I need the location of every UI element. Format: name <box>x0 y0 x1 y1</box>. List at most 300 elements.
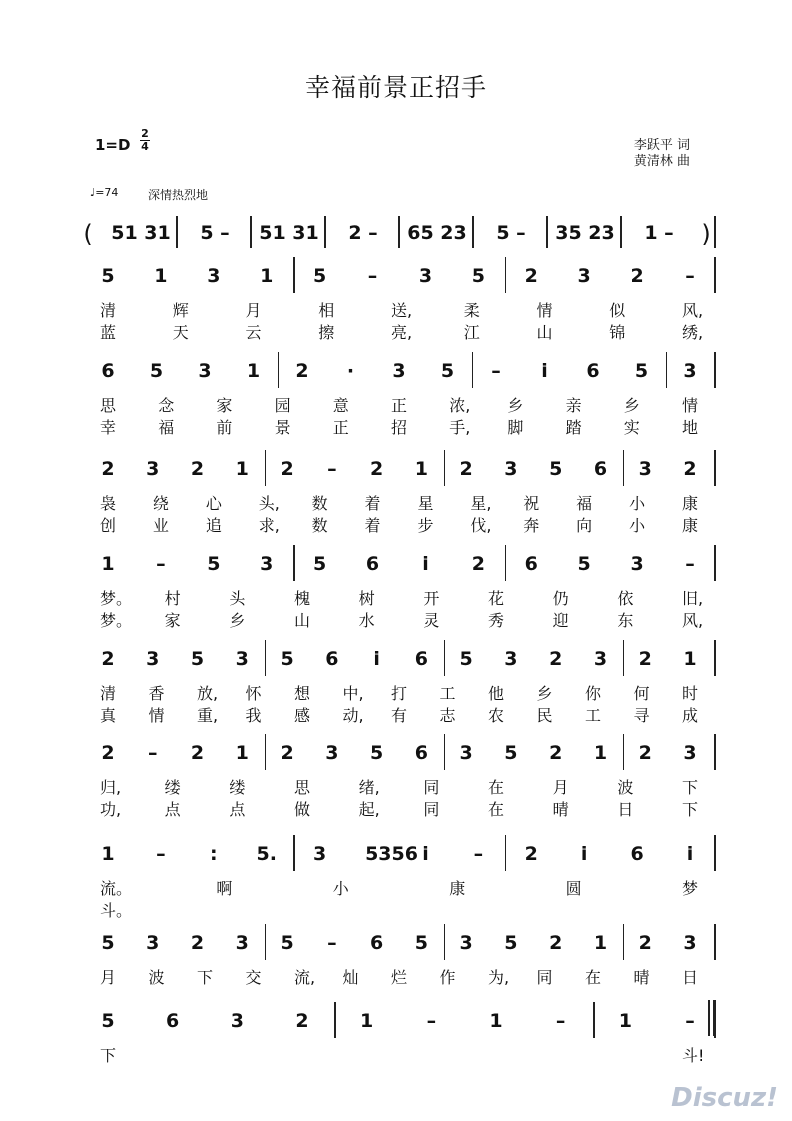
lyric-v2-5-6: 在 <box>488 800 505 819</box>
key-signature: 1=D <box>95 136 131 154</box>
bar-line <box>620 216 622 248</box>
lyric-v2-3-4: 水 <box>358 611 375 630</box>
bar-line <box>324 216 326 248</box>
note-5-1: – <box>148 742 158 764</box>
bar-line <box>623 924 625 960</box>
bar-line <box>293 545 295 581</box>
lyric-v1-8-1: 斗! <box>682 1046 705 1065</box>
lyric-v2-4-9: 民 <box>536 706 553 725</box>
lyric-v2-5-8: 日 <box>617 800 634 819</box>
lyric-v1-4-6: 打 <box>391 684 408 703</box>
note-6-6: i <box>422 843 429 865</box>
note-1-9: i <box>541 360 548 382</box>
lyric-v2-2-11: 康 <box>682 516 699 535</box>
note-1-6: 3 <box>392 360 406 382</box>
lyric-v1-1-6: 浓, <box>449 396 471 415</box>
bar-line <box>714 352 716 388</box>
composer-credit: 黄清林 曲 <box>633 154 690 169</box>
lyric-v1-1-4: 意 <box>332 396 349 415</box>
bar-line <box>714 450 716 486</box>
note-4-9: 3 <box>504 648 518 670</box>
bar-line <box>334 1002 336 1038</box>
bar-line <box>176 216 178 248</box>
note-4-11: 3 <box>593 648 608 670</box>
note-1-2: 3 <box>198 360 212 382</box>
note-3-7: 2 <box>471 553 485 575</box>
note-1-1: 5 <box>149 360 164 382</box>
bar-line <box>593 1002 595 1038</box>
note-4-2: 5 <box>190 648 205 670</box>
note-5-13: 3 <box>683 742 697 764</box>
lyric-v1-4-4: 想 <box>294 684 311 703</box>
lyric-v1-6-4: 圆 <box>565 879 582 898</box>
bar-line <box>472 216 474 248</box>
lyric-v1-7-12: 日 <box>682 968 699 987</box>
note-5-5: 3 <box>325 742 339 764</box>
lyric-v2-3-0: 梦。 <box>100 611 133 630</box>
note-2-2: 2 <box>190 458 205 480</box>
note-6-11: i <box>686 843 694 865</box>
note-6-5: 5356 <box>365 843 418 865</box>
lyric-v1-5-3: 思 <box>294 778 311 797</box>
note-3-2: 5 <box>207 553 221 575</box>
note-5-2: 2 <box>190 742 205 764</box>
lyric-v2-4-8: 农 <box>488 706 505 725</box>
note-7-4: 5 <box>280 932 294 954</box>
lyric-v2-5-9: 下 <box>682 800 699 819</box>
lyric-v2-1-2: 前 <box>216 418 233 437</box>
bar-line <box>505 257 507 293</box>
watermark: Discuz! <box>671 1083 778 1113</box>
note-1-11: 5 <box>634 360 649 382</box>
note-8-0: 5 <box>101 1010 115 1032</box>
time-bottom: 4 <box>141 140 149 153</box>
note-1-10: 6 <box>586 360 600 382</box>
note-8-1: 6 <box>166 1010 180 1032</box>
lyric-v2-4-7: 志 <box>439 706 456 725</box>
lyric-v1-7-0: 月 <box>100 968 117 987</box>
lyric-v1-4-11: 何 <box>633 684 650 703</box>
bar-line <box>623 734 625 770</box>
lyric-v2-1-0: 幸 <box>100 418 117 437</box>
note-2-3: 1 <box>235 458 249 480</box>
note-2-10: 5 <box>549 458 563 480</box>
lyric-v1-7-6: 烂 <box>391 968 408 987</box>
lyric-v1-2-4: 数 <box>311 494 328 513</box>
lyric-v2-2-0: 创 <box>100 516 117 535</box>
lyric-v1-4-10: 你 <box>585 684 602 703</box>
note-6-10: 6 <box>630 843 644 865</box>
intro-measure: 35 23 <box>555 222 615 244</box>
note-3-9: 5 <box>577 553 591 575</box>
lyric-v1-2-7: 星, <box>470 494 492 513</box>
page-title: 幸福前景正招手 <box>304 73 487 102</box>
bar-line <box>505 835 507 871</box>
lyric-v1-4-8: 他 <box>488 684 505 703</box>
note-6-4: 3 <box>313 843 327 865</box>
lyric-v1-1-10: 情 <box>682 396 699 415</box>
note-5-4: 2 <box>280 742 294 764</box>
lyric-v1-2-3: 头, <box>258 494 280 513</box>
lyric-v1-6-3: 康 <box>449 879 466 898</box>
lyric-v1-6-0: 流。 <box>100 879 133 898</box>
lyric-v1-7-10: 在 <box>585 968 602 987</box>
lyric-v1-4-5: 中, <box>342 684 364 703</box>
lyric-v2-1-6: 手, <box>449 418 471 437</box>
lyric-v1-3-4: 树 <box>358 589 375 608</box>
lyric-v2-0-0: 蓝 <box>100 323 117 342</box>
lyric-v1-3-7: 仍 <box>552 589 569 608</box>
lyric-v2-4-2: 重, <box>197 706 219 725</box>
lyric-v2-3-9: 风, <box>682 611 704 630</box>
bar-line <box>265 450 267 486</box>
lyric-v2-1-1: 福 <box>158 418 175 437</box>
lyric-v2-2-1: 业 <box>152 516 169 535</box>
note-4-12: 2 <box>638 648 652 670</box>
lyric-v1-4-2: 放, <box>197 684 219 703</box>
lyric-v2-1-4: 正 <box>332 418 349 437</box>
lyric-v1-1-7: 乡 <box>507 396 524 415</box>
lyric-v2-3-8: 东 <box>617 611 634 630</box>
lyric-v2-3-6: 秀 <box>488 611 505 630</box>
bar-line <box>666 352 668 388</box>
note-7-1: 3 <box>146 932 160 954</box>
note-0-4: 5 <box>313 265 327 287</box>
note-7-6: 6 <box>369 932 384 954</box>
bar-line <box>293 257 295 293</box>
note-2-1: 3 <box>146 458 160 480</box>
note-2-5: – <box>327 458 337 480</box>
lyric-v1-7-8: 为, <box>488 968 510 987</box>
lyric-v1-2-0: 袅 <box>100 494 117 513</box>
lyric-v2-5-0: 功, <box>100 800 122 819</box>
lyric-v2-3-5: 灵 <box>423 611 440 630</box>
lyric-v1-0-7: 似 <box>609 301 626 320</box>
lyric-v1-4-9: 乡 <box>536 684 553 703</box>
note-6-3: 5. <box>256 843 277 865</box>
lyric-v2-2-9: 向 <box>576 516 593 535</box>
lyric-v1-0-2: 月 <box>245 301 262 320</box>
lyric-v2-5-4: 起, <box>358 800 380 819</box>
lyric-v1-3-9: 旧, <box>682 589 704 608</box>
lyric-v1-5-0: 归, <box>100 778 122 797</box>
note-7-8: 3 <box>459 932 473 954</box>
lyric-v1-7-7: 作 <box>439 968 456 987</box>
note-1-12: 3 <box>683 360 697 382</box>
lyric-v1-5-6: 在 <box>488 778 505 797</box>
note-5-3: 1 <box>235 742 249 764</box>
intro-paren-close: ) <box>701 220 711 248</box>
lyric-v1-5-8: 波 <box>617 778 634 797</box>
tempo-mark: ♩=74 <box>90 186 119 199</box>
note-6-2: : <box>210 843 218 865</box>
lyric-v2-0-4: 亮, <box>391 323 413 342</box>
lyric-v1-5-2: 缕 <box>229 778 246 797</box>
note-7-5: – <box>327 932 337 954</box>
note-0-6: 3 <box>418 265 433 287</box>
final-bar <box>713 1000 716 1036</box>
lyric-v1-2-11: 康 <box>682 494 699 513</box>
lyric-v2-2-4: 数 <box>311 516 328 535</box>
bar-line <box>278 352 280 388</box>
note-8-3: 2 <box>295 1010 309 1032</box>
note-4-4: 5 <box>280 648 294 670</box>
note-0-10: 2 <box>630 265 644 287</box>
lyric-v2-2-8: 奔 <box>523 516 540 535</box>
bar-line <box>714 257 716 293</box>
lyric-v2-0-1: 天 <box>172 323 189 342</box>
note-2-0: 2 <box>101 458 115 480</box>
note-8-6: 1 <box>489 1010 503 1032</box>
lyric-v1-2-1: 绕 <box>152 494 169 513</box>
lyric-v2-4-4: 感 <box>294 706 311 725</box>
note-5-7: 6 <box>414 742 428 764</box>
note-6-8: 2 <box>524 843 538 865</box>
lyric-v1-7-11: 晴 <box>633 968 650 987</box>
note-8-4: 1 <box>360 1010 374 1032</box>
lyric-v1-7-2: 下 <box>197 968 214 987</box>
bar-line <box>265 924 267 960</box>
lyric-v1-4-3: 怀 <box>245 684 262 703</box>
lyric-v2-4-6: 有 <box>391 706 408 725</box>
lyric-v1-1-1: 念 <box>158 396 175 415</box>
note-3-4: 5 <box>313 553 327 575</box>
bar-line <box>714 734 716 770</box>
lyric-v1-2-6: 星 <box>417 494 434 513</box>
lyric-v1-5-9: 下 <box>682 778 699 797</box>
lyric-v1-7-4: 流, <box>294 968 316 987</box>
lyric-v1-1-0: 思 <box>100 396 117 415</box>
lyric-v2-2-5: 着 <box>364 516 381 535</box>
lyric-v2-4-11: 寻 <box>633 706 650 725</box>
bar-line <box>293 835 295 871</box>
note-0-7: 5 <box>471 265 485 287</box>
note-2-9: 3 <box>504 458 518 480</box>
lyric-v1-3-1: 村 <box>164 589 181 608</box>
lyric-v1-0-4: 送, <box>391 301 413 320</box>
bar-line <box>265 640 267 676</box>
note-7-0: 5 <box>101 932 115 954</box>
note-3-6: i <box>422 553 429 575</box>
bar-line <box>505 545 507 581</box>
note-1-8: – <box>491 360 501 382</box>
note-4-8: 5 <box>459 648 473 670</box>
note-0-0: 5 <box>101 265 115 287</box>
note-3-10: 3 <box>630 553 644 575</box>
bar-line <box>444 734 446 770</box>
note-0-1: 1 <box>154 265 168 287</box>
bar-line <box>472 352 474 388</box>
bar-line <box>623 640 625 676</box>
lyric-v2-1-9: 实 <box>623 418 640 437</box>
lyric-v2-0-6: 山 <box>536 323 553 342</box>
lyric-v1-4-7: 工 <box>439 684 456 703</box>
note-3-1: – <box>156 553 166 575</box>
note-0-9: 3 <box>577 265 591 287</box>
final-bar <box>708 1000 710 1036</box>
note-7-2: 2 <box>190 932 205 954</box>
note-2-11: 6 <box>593 458 608 480</box>
lyric-v2-5-2: 点 <box>229 800 246 819</box>
note-7-7: 5 <box>414 932 428 954</box>
lyric-v2-4-10: 工 <box>585 706 602 725</box>
lyric-v1-6-2: 小 <box>332 879 349 898</box>
lyric-v1-2-8: 祝 <box>523 494 540 513</box>
note-4-7: 6 <box>414 648 428 670</box>
note-7-3: 3 <box>235 932 249 954</box>
bar-line <box>546 216 548 248</box>
note-2-12: 3 <box>638 458 652 480</box>
note-3-0: 1 <box>101 553 115 575</box>
lyric-v1-0-3: 相 <box>318 301 335 320</box>
bar-line <box>714 545 716 581</box>
lyric-v1-4-12: 时 <box>682 684 699 703</box>
note-7-10: 2 <box>549 932 563 954</box>
lyric-v1-1-2: 家 <box>216 396 233 415</box>
note-5-11: 1 <box>593 742 608 764</box>
note-3-5: 6 <box>365 553 380 575</box>
lyric-v2-3-3: 山 <box>294 611 311 630</box>
lyric-v2-3-2: 乡 <box>229 611 246 630</box>
note-3-11: – <box>685 553 695 575</box>
bar-line <box>444 924 446 960</box>
note-1-4: 2 <box>295 360 309 382</box>
lyric-v1-3-3: 槐 <box>294 589 311 608</box>
note-5-0: 2 <box>101 742 115 764</box>
lyric-v2-0-5: 江 <box>463 323 480 342</box>
lyric-v2-4-1: 情 <box>148 706 165 725</box>
lyric-v1-2-5: 着 <box>364 494 381 513</box>
note-8-8: 1 <box>618 1010 632 1032</box>
note-8-5: – <box>426 1010 437 1032</box>
lyric-v1-8-0: 下 <box>100 1046 117 1065</box>
intro-measure: 51 31 <box>111 222 171 244</box>
lyric-v1-5-5: 同 <box>423 778 440 797</box>
lyric-v1-5-7: 月 <box>552 778 569 797</box>
note-5-6: 5 <box>369 742 384 764</box>
lyric-v1-7-1: 波 <box>148 968 165 987</box>
intro-measure: 65 23 <box>407 222 467 244</box>
lyric-v1-7-5: 灿 <box>342 968 359 987</box>
note-0-11: – <box>685 265 695 287</box>
lyric-v2-4-3: 我 <box>245 706 262 725</box>
lyric-v1-6-5: 梦 <box>682 879 699 898</box>
lyric-v1-2-10: 小 <box>629 494 646 513</box>
lyric-v2-1-5: 招 <box>391 418 408 437</box>
lyric-v2-5-1: 点 <box>164 800 181 819</box>
lyric-v2-3-1: 家 <box>164 611 181 630</box>
lyric-v1-1-5: 正 <box>391 396 408 415</box>
intro-measure: 2 – <box>348 222 378 244</box>
note-4-1: 3 <box>146 648 160 670</box>
note-2-13: 2 <box>683 458 697 480</box>
note-5-10: 2 <box>549 742 563 764</box>
note-8-9: – <box>685 1010 695 1032</box>
lyric-v1-4-1: 香 <box>148 684 165 703</box>
lyric-v2-0-7: 锦 <box>609 323 626 342</box>
note-7-9: 5 <box>504 932 518 954</box>
note-7-12: 2 <box>638 932 652 954</box>
lyric-v1-5-1: 缕 <box>164 778 181 797</box>
time-top: 2 <box>141 127 149 140</box>
lyric-v2-1-7: 脚 <box>507 418 524 437</box>
note-6-0: 1 <box>101 843 115 865</box>
lyric-v2-3-7: 迎 <box>552 611 569 630</box>
lyric-v1-3-8: 依 <box>617 589 634 608</box>
lyric-v2-1-10: 地 <box>682 418 699 437</box>
note-1-0: 6 <box>101 360 115 382</box>
bar-line <box>623 450 625 486</box>
bar-line <box>714 924 716 960</box>
note-2-7: 1 <box>414 458 428 480</box>
note-2-6: 2 <box>369 458 384 480</box>
bar-line <box>444 450 446 486</box>
lyric-v1-6-1: 啊 <box>216 879 233 898</box>
lyric-v2-5-7: 晴 <box>552 800 569 819</box>
time-signature <box>140 128 150 153</box>
lyric-v1-3-2: 头 <box>229 589 246 608</box>
lyric-v1-3-0: 梦。 <box>100 589 133 608</box>
note-6-1: – <box>156 843 166 865</box>
note-5-8: 3 <box>459 742 473 764</box>
lyric-v2-2-10: 小 <box>629 516 646 535</box>
lyric-v1-2-2: 心 <box>205 494 222 513</box>
lyric-v1-0-8: 风, <box>682 301 704 320</box>
note-7-11: 1 <box>593 932 608 954</box>
bar-line <box>398 216 400 248</box>
intro-measure: 1 – <box>644 222 674 244</box>
note-8-2: 3 <box>230 1010 244 1032</box>
lyric-v2-2-7: 伐, <box>470 516 492 535</box>
lyric-v2-2-6: 步 <box>417 516 434 535</box>
bar-line <box>444 640 446 676</box>
note-0-5: – <box>367 265 378 287</box>
lyric-v2-2-2: 追 <box>205 516 222 535</box>
lyric-v2-6-0: 斗。 <box>100 901 133 920</box>
lyric-v2-0-8: 绣, <box>682 323 704 342</box>
lyric-v2-4-12: 成 <box>682 706 699 725</box>
lyric-v1-2-9: 福 <box>576 494 593 513</box>
note-8-7: – <box>555 1010 566 1032</box>
lyric-v1-1-8: 亲 <box>565 396 582 415</box>
lyric-v2-2-3: 求, <box>258 516 280 535</box>
lyric-v2-0-2: 云 <box>245 323 262 342</box>
note-3-3: 3 <box>260 553 274 575</box>
lyric-v2-4-5: 动, <box>342 706 364 725</box>
note-1-7: 5 <box>440 360 455 382</box>
lyric-v1-7-9: 同 <box>536 968 553 987</box>
bar-line <box>714 640 716 676</box>
note-4-6: i <box>373 648 380 670</box>
note-4-3: 3 <box>235 648 249 670</box>
note-5-9: 5 <box>504 742 518 764</box>
intro-measure: 5 – <box>200 222 230 244</box>
note-4-10: 2 <box>549 648 563 670</box>
note-0-2: 3 <box>207 265 221 287</box>
note-3-8: 6 <box>524 553 538 575</box>
lyric-v1-1-3: 园 <box>274 396 291 415</box>
note-2-4: 2 <box>280 458 294 480</box>
note-1-5: · <box>346 360 355 382</box>
lyric-v2-0-3: 擦 <box>318 323 335 342</box>
bar-line <box>265 734 267 770</box>
intro-paren-open: ( <box>83 220 93 248</box>
lyric-v2-4-0: 真 <box>100 706 117 725</box>
note-4-5: 6 <box>325 648 339 670</box>
lyric-v2-1-8: 踏 <box>565 418 582 437</box>
lyric-v2-5-5: 同 <box>423 800 440 819</box>
lyric-v1-7-3: 交 <box>245 968 262 987</box>
